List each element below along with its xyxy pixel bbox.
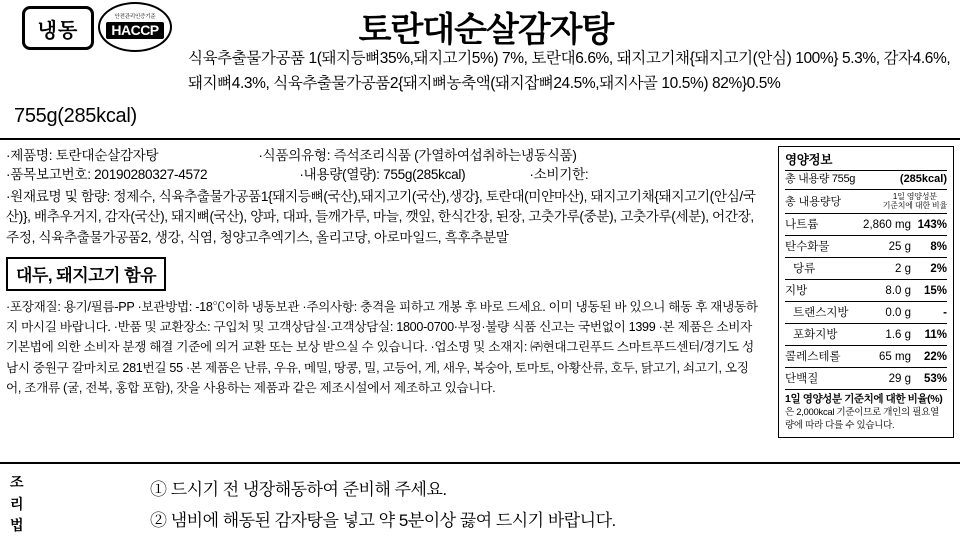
ingredients-block bbox=[6, 187, 758, 249]
nutrition-footer-body: 은 2,000kcal 기준이므로 개인의 필요열량에 따라 다를 수 있습니다. bbox=[785, 407, 939, 431]
nutrition-percent: - bbox=[943, 307, 947, 320]
label-main bbox=[0, 138, 960, 462]
nutrition-row-sodium bbox=[785, 213, 947, 235]
nutrition-percent: 53% bbox=[923, 373, 947, 386]
nutrition-row-protein bbox=[785, 367, 947, 389]
nutrition-label: 포화지방 bbox=[793, 329, 838, 342]
cooking-steps bbox=[150, 474, 616, 537]
nutrition-total-serving-row bbox=[785, 171, 947, 189]
ingredients-text: 정제수, 식육추출물가공품1{돼지등뼈(국산),돼지고기(국산),생강}, 토란대(미얀마산), 돼지고기채{돼지고기(안심/국산)}, 배추우거지, 감자(국산), 돼지뼈(국산), 양파, 대파, 들깨가루, 마늘, 깻잎, 한식간장, 된장, 고춧가루(중분), 고춧가루(세분), 어간장, 주정, 식육추출물가공품2, 생강, 식염, 청양고추엑기스, 올리고당, 아로마일드, 흑후추분말 bbox=[6, 188, 756, 245]
nutrition-percent: 11% bbox=[924, 329, 947, 342]
nutrition-label: 콜레스테롤 bbox=[785, 351, 841, 364]
notice-block: ·포장재질: 용기/필름-PP ·보관방법: -18℃이하 냉동보관 ·주의사항: 충격을 피하고 개봉 후 바로 드세요. 이미 냉동된 바 있으니 해동 후 재냉동하지 마시길 바랍니다. ·반품 및 교환장소: 구입처 및 고객상담실·고객상담실: 1800-0700·부정·불량 식품 신고는 국번없이 1399 ·본 제품은 소비자 기본법에 의한 소비자 분쟁 해결 기준에 의거 교환 또는 보상 받으실 수 있습니다. ·업소명 및 소재지: ㈜현대그린푸드 스마트푸드센터/경기도 성남시 중원구 갈마치로 281번길 55 ·본 제품은 난류, 우유, 메밀, 땅콩, 밀, 고등어, 게, 새우, 복숭아, 토마토, 아황산류, 호두, 닭고기, 쇠고기, 오징어, 조개류 (굴, 전복, 홍합 포함), 잣을 사용하는 제품과 같은 제조시설에서 제조하고 있습니다. bbox=[6, 299, 758, 396]
product-name-field: ·제품명: 토란대순살감자탕 bbox=[6, 148, 159, 163]
info-row-1 bbox=[6, 146, 762, 165]
nutrition-total-serving-label: 총 내용량 755g bbox=[785, 173, 856, 185]
nutrition-label: 지방 bbox=[785, 285, 808, 298]
nutrition-percent: 15% bbox=[923, 285, 947, 298]
nutrition-label: 나트륨 bbox=[785, 219, 819, 232]
nutrition-footer-title: 1일 영양성분 기준치에 대한 비율(%) bbox=[785, 389, 947, 406]
nutrition-percent: 2% bbox=[930, 263, 947, 276]
nutrition-row-fat bbox=[785, 279, 947, 301]
haccp-badge-icon bbox=[98, 2, 172, 52]
haccp-badge-main-text: HACCP bbox=[106, 22, 163, 39]
nutrition-facts-panel bbox=[778, 146, 954, 438]
nutrition-label: 트랜스지방 bbox=[793, 307, 849, 320]
frozen-badge-label: 냉동 bbox=[37, 19, 79, 42]
frozen-badge bbox=[22, 6, 94, 50]
cooking-label: 조 리 법 bbox=[10, 474, 24, 534]
nutrition-amount: 1.6 g bbox=[885, 329, 911, 342]
nutrition-amount: 2,860 mg bbox=[863, 219, 911, 232]
nutrition-title: 영양정보 bbox=[785, 153, 833, 167]
nutrition-per-serving-label: 총 내용량당 bbox=[785, 196, 842, 209]
nutrition-label: 당류 bbox=[793, 263, 816, 276]
product-title: 토란대순살감자탕 bbox=[358, 11, 614, 49]
cooking-step-2: ② 냄비에 해동된 감자탕을 넣고 약 5분이상 끓여 드시기 바랍니다. bbox=[150, 511, 616, 531]
allergen-box: 대두, 돼지고기 함유 bbox=[6, 257, 166, 291]
nutrition-percent: 8% bbox=[930, 241, 947, 254]
food-type-field: ·식품의유형: 즉석조리식품 (가열하여섭취하는냉동식품) bbox=[258, 148, 577, 163]
expiry-field: ·소비기한: bbox=[529, 167, 589, 183]
net-weight-calories: 755g(285kcal) bbox=[14, 105, 137, 127]
nutrition-total-kcal: (285kcal) bbox=[899, 173, 947, 185]
nutrition-row-carbohydrate bbox=[785, 235, 947, 257]
nutrition-label: 단백질 bbox=[785, 373, 819, 386]
nutrition-amount: 25 g bbox=[888, 241, 911, 254]
nutrition-row-trans-fat bbox=[785, 301, 947, 323]
report-number-field: ·품목보고번호: 20190280327-4572 bbox=[6, 167, 208, 183]
label-header bbox=[0, 0, 960, 138]
nutrition-percent: 22% bbox=[923, 351, 947, 364]
nutrition-basis-note-line1: 1일 영양성분 bbox=[892, 191, 937, 201]
ingredients-label: ·원재료명 및 함량: bbox=[6, 188, 110, 204]
nutrition-row-cholesterol bbox=[785, 345, 947, 367]
content-volume-field: ·내용량(열량): 755g(285kcal) bbox=[299, 167, 466, 183]
label-info-column bbox=[0, 140, 770, 399]
ingredient-summary: 식육추출물가공품 1(돼지등뼈35%,돼지고기5%) 7%, 토란대6.6%, 돼지고기채{돼지고기(안심) 100%} 5.3%, 감자4.6%, 돼지뼈4.3%, 식육추출물가공품2{돼지뼈농축액(돼지잡뼈24.5%,돼지사골 10.5%) 82%}0.5% bbox=[188, 50, 951, 93]
haccp-badge-top-text: 안전관리인증기준 bbox=[114, 14, 156, 21]
nutrition-label: 탄수화물 bbox=[785, 241, 830, 254]
info-row-2 bbox=[6, 165, 762, 184]
nutrition-percent: 143% bbox=[917, 219, 947, 232]
nutrition-amount: 8.0 g bbox=[885, 285, 911, 298]
cooking-instructions-section bbox=[0, 462, 960, 555]
nutrition-amount: 0.0 g bbox=[885, 307, 911, 320]
nutrition-row-sugars bbox=[785, 257, 947, 279]
nutrition-row-saturated-fat bbox=[785, 323, 947, 345]
nutrition-basis-note bbox=[883, 192, 947, 211]
nutrition-amount: 29 g bbox=[888, 373, 911, 386]
nutrition-amount: 65 mg bbox=[879, 351, 911, 364]
nutrition-basis-note-line2: 기준치에 대한 비율 bbox=[882, 201, 947, 211]
cooking-step-1: ① 드시기 전 냉장해동하여 준비해 주세요. bbox=[150, 480, 447, 499]
nutrition-amount: 2 g bbox=[895, 263, 911, 276]
nutrition-basis-row bbox=[785, 190, 947, 213]
